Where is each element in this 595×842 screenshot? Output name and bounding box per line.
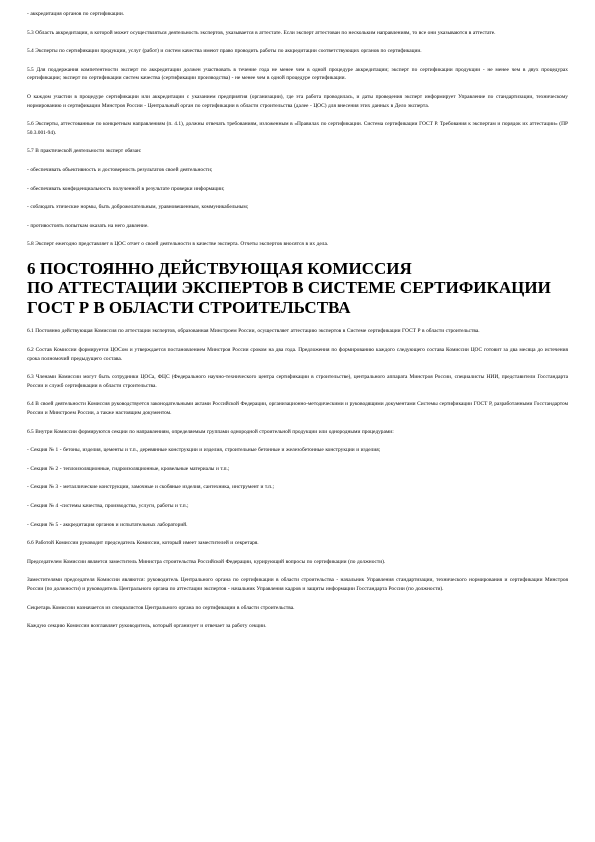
paragraph-6-6: 6.6 Работой Комиссии руководит председатель Комиссии, который имеет заместителей и секретаря. (27, 540, 259, 547)
paragraph-participation: О каждом участии в процедуре сертификации или аккредитации с указанием предприятия (организации), где эта работа проводилась, и даты проведения эксперт информирует Управление по стандартизации, техническому нормированию и сертификации Минстроя России - Центральный орган по сертификации в области строительства (далее - ЦОС) для внесения этих данных в Дело эксперта. (27, 93, 568, 109)
list-item-section-4: - Секция № 4 -системы качества, производства, услуги, работы и т.п.; (27, 502, 189, 509)
list-item-section-1: - Секция № 1 - бетоны, изделия, цементы и т.п., деревянные конструкции и изделия, строительные бетонные и железобетонные конструкции и изделия; (27, 447, 381, 454)
paragraph-chairman: Председателем Комиссии является заместитель Министра строительства Российской Федерации, курирующий вопросы по сертификации (по должности). (27, 558, 386, 565)
paragraph-5-5: 5.5 Для поддержания компетентности эксперт по аккредитации должен участвовать в течение года не менее чем в одной процедуре аккредитации; эксперт по сертификации продукции - не менее чем в двух процедурах сертификации; эксперт по сертификации систем качества (сертификации производства) - не менее чем в одной процедуре сертификации. (27, 66, 568, 82)
section-heading (27, 259, 568, 318)
paragraph-6-3: 6.3 Членами Комиссии могут быть сотрудники ЦОСа, ФЦС (Федерального научно-технического центра сертификации в строительстве), центрального аппарата Минстроя России, специалисты НИИ, представители Госстандарта России и служб сертификации в области строительства. (27, 374, 568, 389)
paragraph-section-head: Каждую секцию Комиссии возглавляет руководитель, который организует и отвечает за работу секции. (27, 623, 267, 630)
list-item-objectivity: - обеспечивать объективность и достоверность результатов своей деятельности; (27, 166, 213, 173)
paragraph-5-8: 5.8 Эксперт ежегодно представляет в ЦОС отчет о своей деятельности в качестве эксперта. Отчеты экспертов вносятся в их дела. (27, 241, 329, 248)
paragraph-5-6: 5.6 Эксперты, аттестованные по конкретным направлениям (п. 4.1), должны отвечать требованиям, изложенным в «Правилах по сертификации. Система сертификации ГОСТ Р. Требования к экспертам и порядок их аттестации» (ПР 50.3.001-94). (27, 121, 568, 136)
paragraph-6-4: 6.4 В своей деятельности Комиссия руководствуется законодательными актами Российской Федерации, организационно-методическими и руководящими документами Системы сертификации ГОСТ Р, разработанными Госстандартом России и Минстроем России, а также настоящим документом. (27, 401, 568, 416)
list-item-ethics: - соблюдать этические нормы, быть доброжелательным, уравновешенным, коммуникабельным; (27, 204, 249, 211)
paragraph-5-4: 5.4 Эксперты по сертификации продукции, услуг (работ) и систем качества имеют право проводить работы по аккредитации соответствующих органов по сертификации. (27, 48, 422, 55)
paragraph-6-1: 6.1 Постоянно действующая Комиссия по аттестации экспертов, образованная Минстроем России, осуществляет аттестацию экспертов в Системе сертификации ГОСТ Р в области строительства. (27, 328, 480, 335)
list-item-section-5: - Секция № 5 - аккредитация органов и испытательных лабораторий. (27, 521, 188, 528)
list-item-section-3: - Секция № 3 - металлические конструкции, замочные и скобяные изделия, сантехника, инструмент и т.п.; (27, 484, 274, 491)
list-item-section-2: - Секция № 2 - теплоизоляционные, гидроизоляционные, кровельные материалы и т.п.; (27, 465, 230, 472)
section-heading-line-2: ПО АТТЕСТАЦИИ ЭКСПЕРТОВ В СИСТЕМЕ СЕРТИФИКАЦИИ (27, 278, 551, 298)
section-heading-line-1: 6 ПОСТОЯННО ДЕЙСТВУЮЩАЯ КОМИССИЯ (27, 258, 412, 278)
paragraph-6-2: 6.2 Состав Комиссии формируется ЦОСом и утверждается постановлением Минстроя России сроком на два года. Предложения по формированию каждого следующего состава Комиссии ЦОС готовит за два месяца до истечения срока полномочий предыдущего состава. (27, 347, 568, 362)
paragraph-5-3: 5.3 Область аккредитации, в которой может осуществляться деятельность экспертов, указывается в аттестате. Если эксперт аттестован по нескольким направлениям, то все они указываются в аттестате. (27, 29, 496, 36)
paragraph-accreditation-item: - аккредитация органов по сертификации. (27, 11, 125, 17)
section-heading-line-3: ГОСТ Р В ОБЛАСТИ СТРОИТЕЛЬСТВА (27, 297, 351, 317)
paragraph-6-5: 6.5 Внутри Комиссии формируются секции по направлениям, определяемым группами однородной строительной продукции или однородными процедурами: (27, 428, 394, 435)
list-item-confidentiality: - обеспечивать конфиденциальность полученной в результате проверки информации; (27, 185, 225, 192)
paragraph-deputies: Заместителями председателя Комиссии являются: руководитель Центрального органа по сертификации в области строительства - начальник Управления стандартизации, технического нормирования и сертификации Минстроя России (по должности) и руководитель Центрального органа по аттестации экспертов - начальник Управления кадров и защиты информации Госстандарта России (по должности). (27, 577, 568, 592)
list-item-pressure: - противостоять попыткам оказать на него давление. (27, 222, 149, 229)
paragraph-5-7: 5.7 В практической деятельности эксперт обязан: (27, 148, 142, 155)
paragraph-secretary: Секретарь Комиссии назначается из специалистов Центрального органа по сертификации в области строительства. (27, 604, 295, 611)
